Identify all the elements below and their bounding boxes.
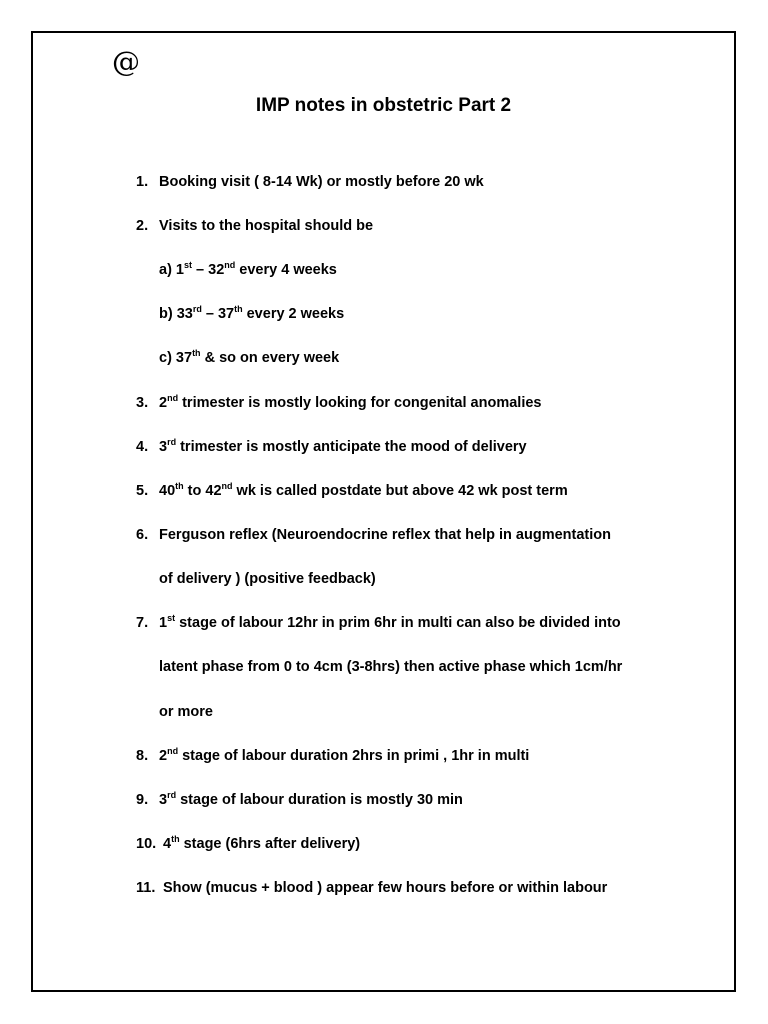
text-run: b) 33 <box>159 306 193 322</box>
text-run: trimester is mostly anticipate the mood of delivery <box>176 439 527 455</box>
superscript: th <box>192 348 201 359</box>
superscript: nd <box>224 260 236 271</box>
list-item-text <box>159 304 344 324</box>
list-item-text <box>159 613 621 633</box>
document-page <box>31 31 736 992</box>
text-run: to 42 <box>183 483 222 499</box>
superscript: st <box>167 613 176 624</box>
text-run: c) 37 <box>159 350 193 366</box>
superscript: st <box>184 260 193 271</box>
text-run: a) 1 <box>159 262 184 278</box>
text-run: Show (mucus + blood ) appear few hours before or within labour <box>163 880 608 896</box>
list-item-text <box>159 393 541 413</box>
superscript: rd <box>192 304 202 315</box>
text-run: 4 <box>163 836 172 852</box>
text-run: 1 <box>159 615 168 631</box>
list-item-text <box>163 834 360 854</box>
list-item-text <box>159 702 213 722</box>
list-item-number: 7. <box>136 615 149 631</box>
list-item-text <box>159 790 463 810</box>
text-run: Ferguson reflex (Neuroendocrine reflex that help in augmentation <box>159 527 611 543</box>
text-run: or more <box>159 704 213 720</box>
list-item-text <box>159 657 622 677</box>
superscript: th <box>171 834 180 845</box>
list-item-number: 5. <box>136 483 149 499</box>
text-run: 3 <box>159 792 168 808</box>
text-run: stage of labour duration is mostly 30 min <box>176 792 463 808</box>
superscript: nd <box>167 393 179 404</box>
text-run: every 2 weeks <box>242 306 345 322</box>
text-run: Booking visit ( 8-14 Wk) or mostly before 20 wk <box>159 174 484 190</box>
text-run: stage (6hrs after delivery) <box>179 836 361 852</box>
list-item-text <box>159 569 376 589</box>
superscript: rd <box>167 437 177 448</box>
list-item-text <box>163 878 607 898</box>
list-item-number: 11. <box>136 880 156 896</box>
text-run: stage of labour duration 2hrs in primi , 1hr in multi <box>178 748 530 764</box>
list-item-text <box>159 216 373 236</box>
text-run: every 4 weeks <box>235 262 337 278</box>
list-item-number: 9. <box>136 792 149 808</box>
text-run: – 37 <box>201 306 235 322</box>
page-title: IMP notes in obstetric Part 2 <box>255 95 512 116</box>
text-run: 2 <box>159 395 168 411</box>
text-run: stage of labour 12hr in prim 6hr in multi can also be divided into <box>175 615 621 631</box>
list-item-text <box>159 437 527 457</box>
list-item-text <box>159 481 568 501</box>
list-item-text <box>159 172 484 192</box>
text-run: of delivery ) (positive feedback) <box>159 571 376 587</box>
superscript: nd <box>167 746 179 757</box>
superscript: th <box>175 481 184 492</box>
text-run: trimester is mostly looking for congenital anomalies <box>178 395 542 411</box>
list-item-number: 3. <box>136 395 149 411</box>
text-run: 2 <box>159 748 168 764</box>
text-run: wk is called postdate but above 42 wk post term <box>232 483 568 499</box>
list-item-number: 4. <box>136 439 149 455</box>
text-run: latent phase from 0 to 4cm (3-8hrs) then active phase which 1cm/hr <box>159 659 623 675</box>
text-run: 3 <box>159 439 168 455</box>
list-item-number: 6. <box>136 527 149 543</box>
text-run: & so on every week <box>200 350 340 366</box>
text-run: 40 <box>159 483 176 499</box>
list-item-text <box>159 746 529 766</box>
list-item-text <box>159 260 337 280</box>
superscript: th <box>234 304 243 315</box>
list-item-text <box>159 348 339 368</box>
superscript: rd <box>167 790 177 801</box>
list-item-number: 8. <box>136 748 149 764</box>
superscript: nd <box>221 481 233 492</box>
list-item-number: 2. <box>136 218 149 234</box>
list-item-text <box>159 525 611 545</box>
text-run: Visits to the hospital should be <box>159 218 374 234</box>
at-symbol: @ <box>112 45 140 78</box>
list-item-number: 1. <box>136 174 149 190</box>
text-run: – 32 <box>192 262 225 278</box>
list-item-number: 10. <box>136 836 157 852</box>
